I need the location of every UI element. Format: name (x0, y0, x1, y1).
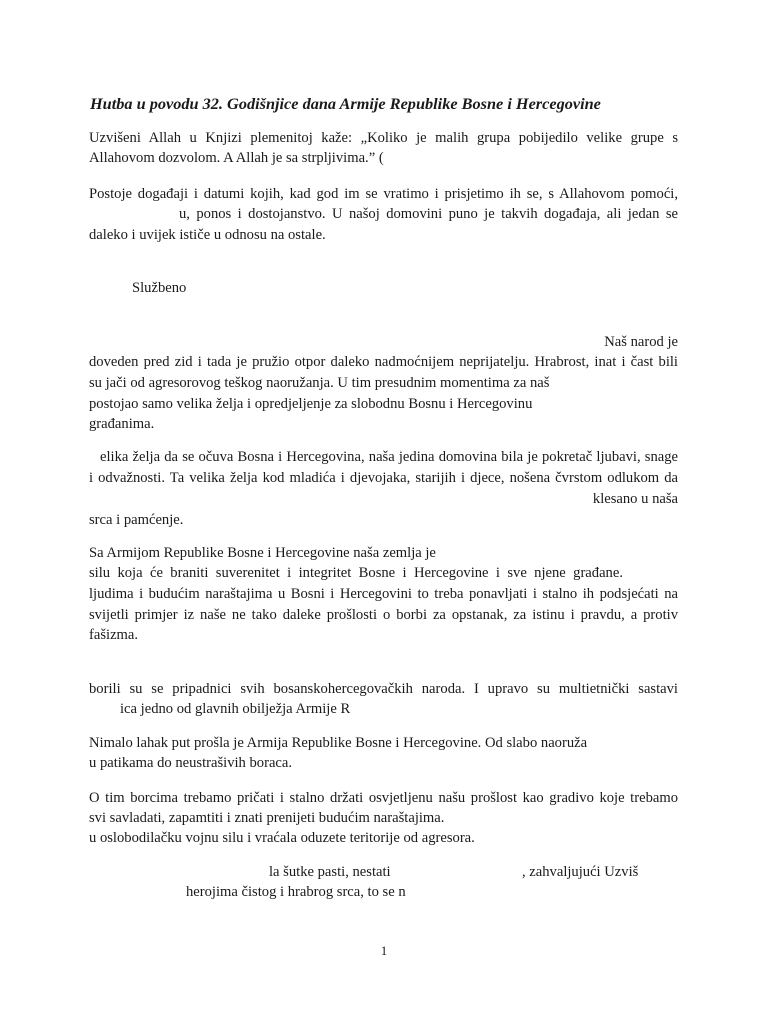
text-line: doveden pred zid i tada je pružio otpor daleko nadmoćnijem neprijatelju. Hrabrost, inat i čast bili (89, 354, 678, 370)
text-line: elika želja da se očuva Bosna i Hercegovina, naša jedina domovina bila je pokretač ljubavi, snage (100, 449, 678, 465)
text-line: daleko i uvijek ističe u odnosu na ostale. (89, 227, 326, 243)
text-line: su jači od agresorovog teškog naoružanja. U tim presudnim momentima za naš (89, 375, 550, 391)
text-line: herojima čistog i hrabrog srca, to se n (186, 884, 406, 900)
text-line: borili su se pripadnici svih bosanskohercegovačkih naroda. I upravo su multietnički sastavi (89, 681, 678, 697)
text-line: postojao samo velika želja i opredjeljenje za slobodnu Bosnu i Hercegovinu (89, 396, 533, 412)
text-line: ljudima i budućim naraštajima u Bosni i Hercegovini to treba ponavljati i stalno ih podsjećati na (89, 586, 678, 602)
text-line: svi savladati, zapamtiti i znati prenijeti budućim naraštajima. (89, 810, 445, 826)
text-line: svijetli primjer iz naše ne tako daleke prošlosti o borbi za opstanak, za istinu i pravdu, a protiv (89, 607, 678, 623)
text-line: u patikama do neustrašivih boraca. (89, 755, 293, 771)
document-title: Hutba u povodu 32. Godišnjice dana Armije Republike Bosne i Hercegovine (90, 94, 601, 113)
page-number: 1 (380, 943, 388, 958)
text-line: Nimalo lahak put prošla je Armija Republike Bosne i Hercegovine. Od slabo naoruža (89, 735, 588, 751)
text-line: silu koja će braniti suverenitet i integritet Bosne i Hercegovine i sve njene građane. (89, 565, 623, 581)
text-line: klesano u naša (592, 491, 678, 507)
text-line: ica jedno od glavnih obilježja Armije R (120, 701, 351, 717)
text-line: građanima. (89, 416, 155, 432)
text-line: Uzvišeni Allah u Knjizi plemenitoj kaže: „Koliko je malih grupa pobijedilo velike grupe s (89, 130, 678, 146)
text-line: Službeno (132, 280, 187, 296)
text-line: la šutke pasti, nestati (269, 864, 391, 880)
text-line: , zahvaljujući Uzviš (522, 864, 639, 880)
text-line: Naš narod je (604, 334, 678, 350)
text-line: u oslobodilačku vojnu silu i vraćala oduzete teritorije od agresora. (89, 830, 475, 846)
text-line: fašizma. (89, 627, 139, 643)
text-line: Postoje događaji i datumi kojih, kad god im se vratimo i prisjetimo ih se, s Allahovom pomoći, (89, 186, 678, 202)
text-line: Allahovom dozvolom. A Allah je sa strpljivima.” ( (89, 150, 384, 166)
text-line: u, ponos i dostojanstvo. U našoj domovini puno je takvih događaja, ali jedan se (179, 206, 678, 222)
text-line: srca i pamćenje. (89, 512, 184, 528)
text-line: i odvažnosti. Ta velika želja kod mladića i djevojaka, starijih i djece, nošena čvrstom odlukom da (89, 470, 678, 486)
text-line: O tim borcima trebamo pričati i stalno držati osvjetljenu našu prošlost kao gradivo koje trebamo (89, 790, 678, 806)
text-line: Sa Armijom Republike Bosne i Hercegovine naša zemlja je (89, 545, 436, 561)
